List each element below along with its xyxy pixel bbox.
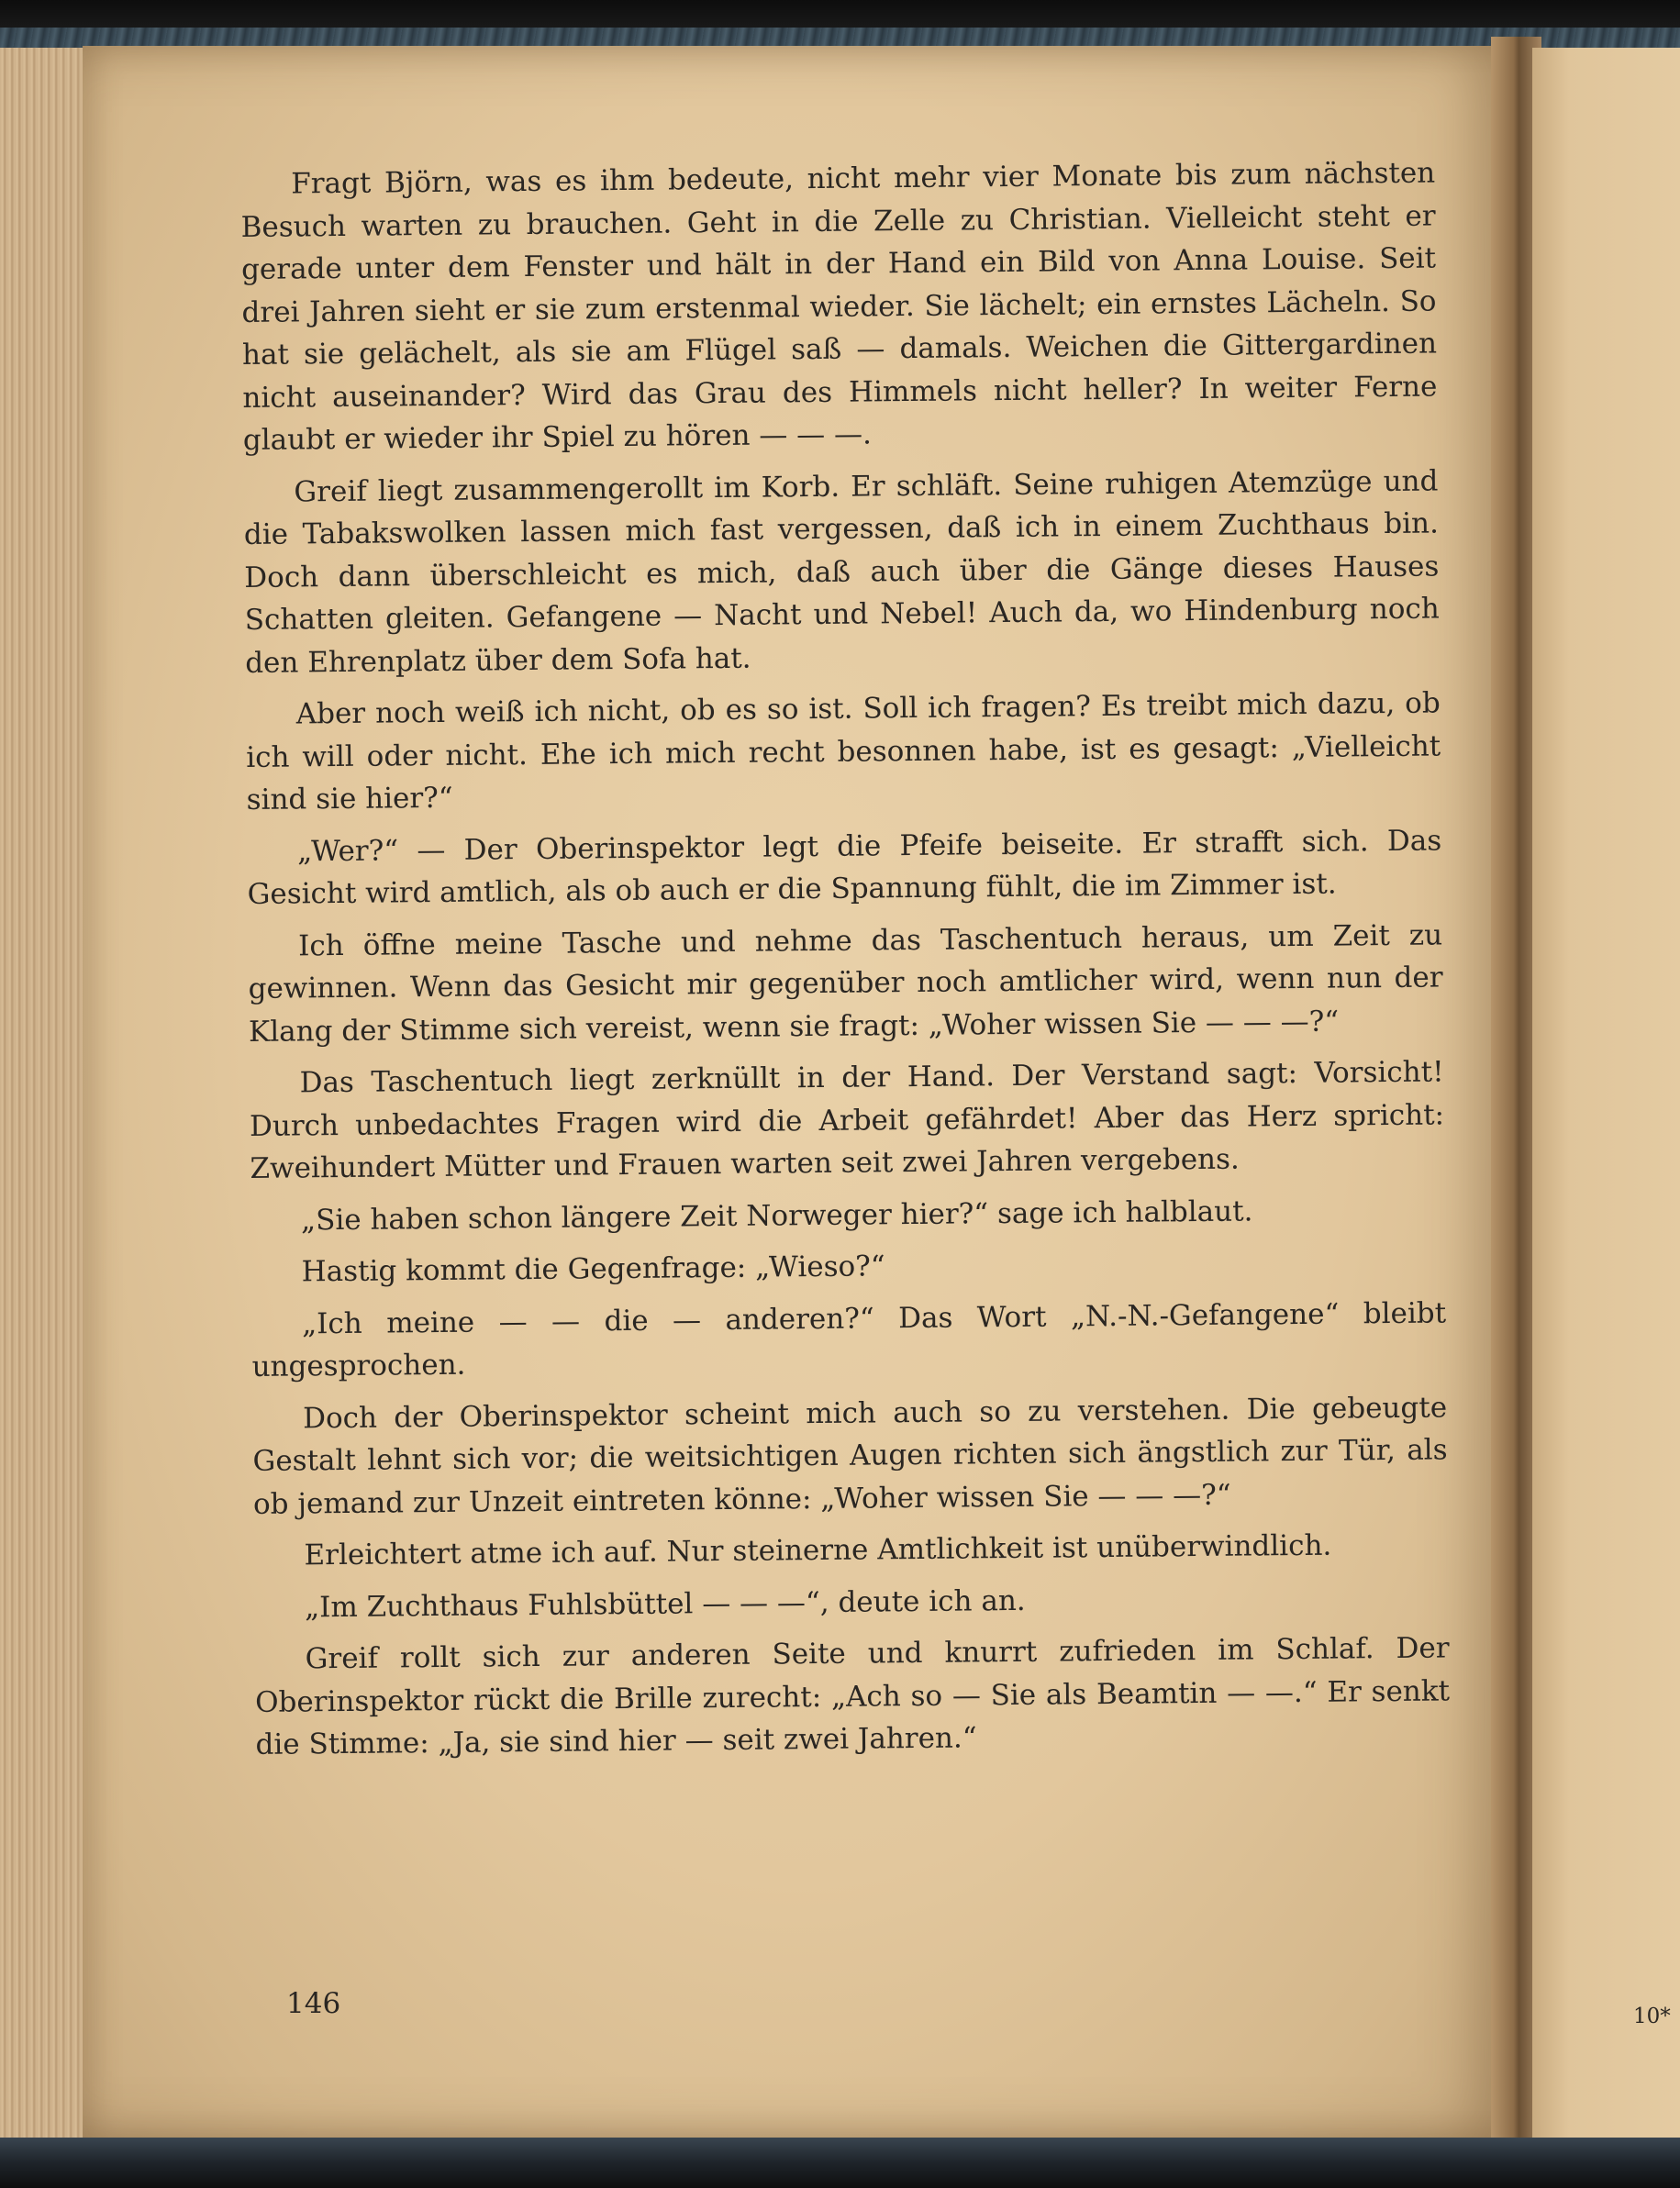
paragraph: Greif rollt sich zur anderen Seite und knurrt zufrieden im Schlaf. Der Oberinspektor rückt die Brille zurecht: „Ach so — Sie als Beamtin — —.“ Er senkt die Stimme: „Ja, sie sind hier — seit zwei Jahren.“ [254,1631,1451,1761]
paragraph: „Wer?“ — Der Oberinspektor legt die Pfeife beiseite. Er strafft sich. Das Gesicht wird amtlich, als ob auch er die Spannung fühlt, die im Zimmer ist. [247,823,1442,911]
paragraph: Hastig kommt die Gegenfrage: „Wieso?“ [301,1249,885,1289]
paragraph: Erleichtert atme ich auf. Nur steinerne Amtlichkeit ist unüberwindlich. [304,1528,1332,1572]
paragraph: „Im Zuchthaus Fuhlsbüttel — — —“, deute ich an. [304,1583,1026,1624]
paragraph: „Sie haben schon längere Zeit Norweger hier?“ sage ich halblaut. [300,1194,1253,1237]
book-bottom-edge [0,2138,1680,2188]
paragraph: Das Taschentuch liegt zerknüllt in der Hand. Der Verstand sagt: Vorsicht! Durch unbedachtes Fragen wird die Arbeit gefährdet! Aber das Herz spricht: Zweihundert Mütter und Frauen warten seit zwei Jahren vergebens. [249,1055,1445,1185]
paragraph: Aber noch weiß ich nicht, ob es so ist. Soll ich fragen? Es treibt mich dazu, ob ich will oder nicht. Ehe ich mich recht besonnen habe, ist es gesagt: „Vielleicht sind sie hier?“ [246,686,1441,816]
paragraph: Ich öffne meine Tasche und nehme das Taschentuch heraus, um Zeit zu gewinnen. Wenn das Gesicht mir gegenüber noch amtlicher wird, wenn nun der Klang der Stimme sich vereist, wenn sie fragt: „Woher wissen Sie — — —?“ [248,917,1443,1049]
paragraph: Doch der Oberinspektor scheint mich auch so zu verstehen. Die gebeugte Gestalt lehnt sich vor; die weitsichtigen Augen richten sich ängstlich zur Tür, als ob jemand zur Unzeit eintreten könne: „Woher wissen Sie — — —?“ [252,1390,1448,1521]
right-page [1532,48,1680,2139]
paragraph: „Ich meine — — die — anderen?“ Das Wort „N.-N.-Gefangene“ bleibt ungesprochen. [251,1295,1447,1383]
paragraph: Fragt Björn, was es ihm bedeute, nicht mehr vier Monate bis zum nächsten Besuch warten zu brauchen. Geht in die Zelle zu Christian. Vielleicht steht er gerade unter dem Fenster und hält in der Hand ein Bild von Anna Louise. Seit drei Jahren sieht er sie zum erstenmal wieder. Sie lächelt; ein ernstes Lächeln. So hat sie gelächelt, als sie am Flügel saß — damals. Weichen die Gittergardinen nicht auseinander? Wird das Grau des Himmels nicht heller? In weiter Ferne glaubt er wieder ihr Spiel zu hören — — —. [240,156,1438,457]
page-stack-edge [0,48,87,2144]
left-page-text [240,152,1451,1776]
signature-mark: 10* [1633,2005,1671,2028]
page-number: 146 [286,1987,341,2020]
paragraph: Greif liegt zusammengerollt im Korb. Er schläft. Seine ruhigen Atemzüge und die Tabakswolken lassen mich fast vergessen, daß ich in einem Zuchthaus bin. Doch dann überschleicht es mich, daß auch über die Gänge dieses Hauses Schatten gleiten. Gefangene — Nacht und Nebel! Auch da, wo Hindenburg noch den Ehrenplatz über dem Sofa hat. [243,463,1440,680]
